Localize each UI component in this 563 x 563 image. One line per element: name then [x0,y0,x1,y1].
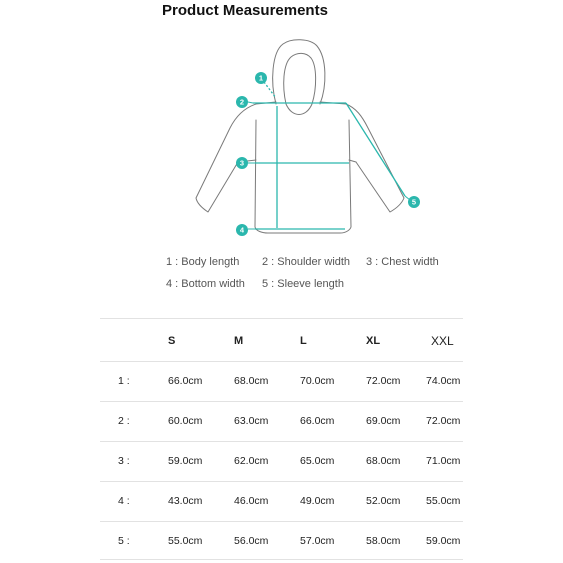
legend-sleeve-length: 5 : Sleeve length [262,278,344,290]
marker-2 [236,96,248,108]
legend-shoulder-width: 2 : Shoulder width [262,256,351,268]
left-body-side [255,120,351,233]
hood-leader-line [264,82,276,98]
marker-4 [236,224,248,236]
header-size-m: M [234,335,244,347]
legend-bottom-width: 4 : Bottom width [166,278,245,290]
left-sleeve [196,102,276,212]
svg-text:3: 3 [239,158,245,168]
hoodie-diagram [0,0,563,250]
page-title: Product Measurements [162,2,328,19]
marker-1 [255,72,267,84]
marker-5 [408,196,420,208]
right-sleeve [320,102,404,212]
svg-text:4: 4 [239,225,245,235]
legend-body-length: 1 : Body length [166,256,240,268]
svg-text:5: 5 [411,197,417,207]
header-size-l: L [300,335,307,347]
header-size-xxl: XXL [431,334,454,348]
hoodie-outline [196,40,404,233]
sleeve-length-line [346,103,405,196]
svg-text:2: 2 [239,97,245,107]
hood-outer [273,40,325,104]
marker-3 [236,157,248,169]
svg-text:1: 1 [258,73,264,83]
hood-inner [284,53,316,114]
header-size-xl: XL [366,335,381,347]
header-size-s: S [168,335,176,347]
legend-chest-width: 3 : Chest width [366,256,439,268]
